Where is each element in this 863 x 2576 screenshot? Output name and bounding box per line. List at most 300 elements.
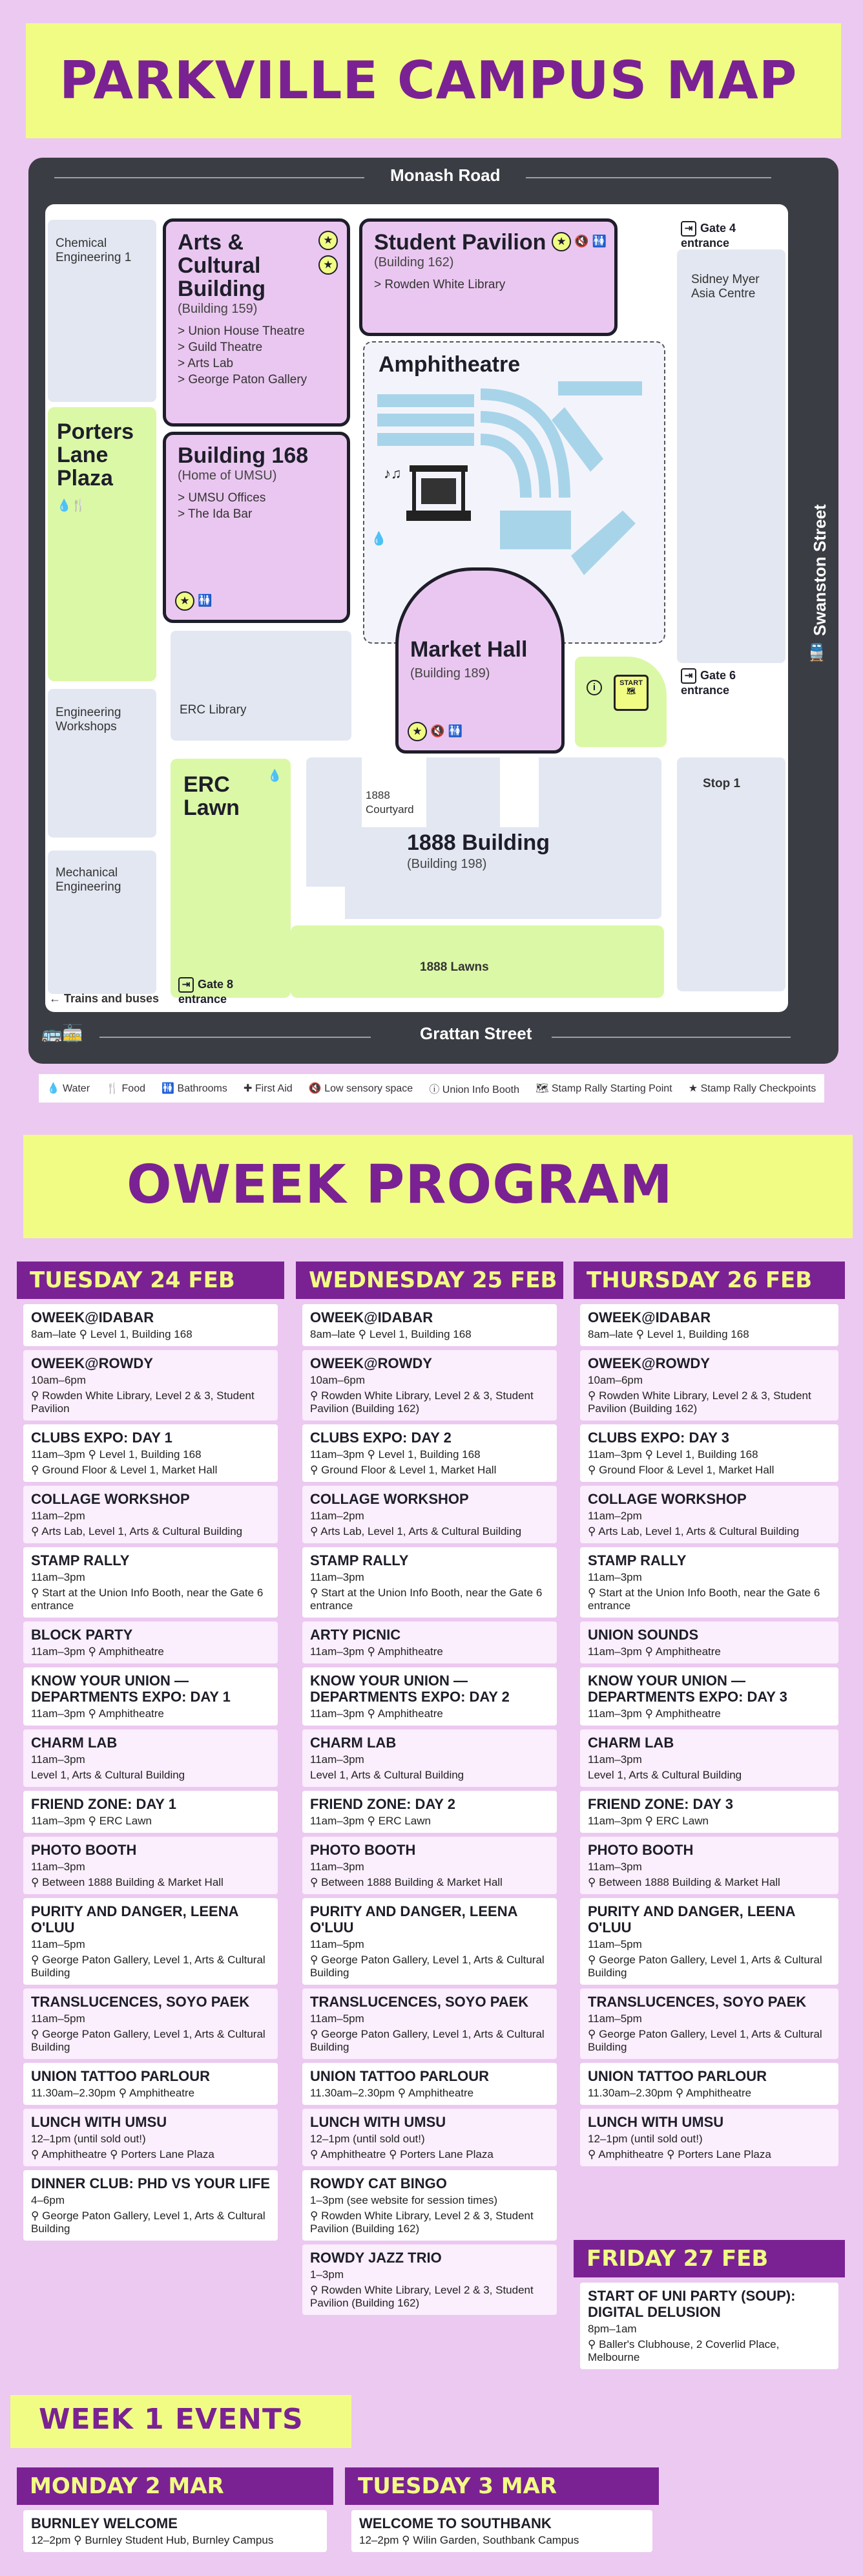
label: Market Hall <box>410 637 528 662</box>
event-title: CHARM LAB <box>588 1735 674 1751</box>
event-title: BLOCK PARTY <box>31 1627 133 1643</box>
low-sensory-icon: 🔇 <box>430 724 445 737</box>
event-detail: ⚲ Start at the Union Info Booth, near the Gate 6 entrance <box>31 1587 264 1612</box>
event-detail: 11am–5pm <box>588 2012 642 2025</box>
star-icon: ★ <box>318 231 338 250</box>
event-detail: Level 1, Arts & Cultural Building <box>588 1769 742 1781</box>
svg-text:💧: 💧 <box>371 532 387 546</box>
event-detail: ⚲ Ground Floor & Level 1, Market Hall <box>310 1464 497 1476</box>
event-title: KNOW YOUR UNION — DEPARTMENTS EXPO: DAY 1 <box>31 1673 231 1705</box>
event-detail: 8am–late ⚲ Level 1, Building 168 <box>310 1328 472 1340</box>
legend-label: First Aid <box>255 1083 293 1094</box>
event-card <box>302 1989 557 2059</box>
event-detail: 12–2pm ⚲ Wilin Garden, Southbank Campus <box>359 2534 579 2546</box>
event-title: COLLAGE WORKSHOP <box>31 1491 190 1507</box>
event-detail: ⚲ George Paton Gallery, Level 1, Arts & Cultural Building <box>310 1954 545 1979</box>
label: Student Pavilion <box>374 230 546 255</box>
courtyard-gap <box>500 756 539 827</box>
stage-icon <box>406 465 471 521</box>
gate-icon: ⇥ <box>681 221 696 237</box>
event-title: LUNCH WITH UMSU <box>310 2114 446 2130</box>
event-detail: 10am–6pm <box>588 1374 643 1386</box>
event-card <box>302 1350 557 1420</box>
event-title: FRIEND ZONE: DAY 1 <box>31 1796 176 1812</box>
day-header: WEDNESDAY 25 FEB <box>296 1262 563 1299</box>
event-detail: ⚲ Rowden White Library, Level 2 & 3, Student Pavilion (Building 162) <box>588 1389 811 1415</box>
event-detail: 11.30am–2.30pm ⚲ Amphitheatre <box>588 2087 752 2099</box>
event-detail: ⚲ George Paton Gallery, Level 1, Arts & Cultural Building <box>31 2028 265 2053</box>
event-card <box>23 1729 278 1787</box>
event-card <box>23 1304 278 1346</box>
event-detail: 11am–3pm <box>588 1753 642 1766</box>
day-header: TUESDAY 24 FEB <box>17 1262 284 1299</box>
event-detail: ⚲ Between 1888 Building & Market Hall <box>588 1876 780 1888</box>
event-card <box>580 1350 838 1420</box>
building-168 <box>163 432 350 623</box>
gate-4[interactable] <box>681 221 784 249</box>
event-detail: 11am–3pm ⚲ ERC Lawn <box>310 1815 431 1827</box>
event-detail: 11.30am–2.30pm ⚲ Amphitheatre <box>31 2087 195 2099</box>
bus-icon: 🚌🚋 <box>41 1024 83 1043</box>
event-card <box>580 1486 838 1543</box>
legend-label: Food <box>121 1083 145 1094</box>
label: Amphitheatre <box>379 352 521 377</box>
event-detail: ⚲ Arts Lab, Level 1, Arts & Cultural Building <box>310 1525 522 1537</box>
label: Gate 8 entrance <box>178 977 234 1006</box>
event-title: PURITY AND DANGER, LEENA O'LUU <box>588 1903 795 1936</box>
event-detail: 11am–3pm <box>31 1861 85 1873</box>
event-card <box>23 2510 327 2552</box>
bathroom-icon: 🚻 <box>198 594 213 607</box>
event-card <box>302 1621 557 1663</box>
event-detail: 11am–3pm ⚲ Amphitheatre <box>588 1645 721 1658</box>
event-detail: 11am–3pm ⚲ Level 1, Building 168 <box>310 1448 481 1461</box>
event-detail: 11am–3pm ⚲ ERC Lawn <box>588 1815 709 1827</box>
road-swanston: Swanston Street <box>810 504 829 636</box>
day-column <box>580 2283 838 2373</box>
label: 1888 Building <box>407 830 550 855</box>
water-food-icons: 💧🍴 <box>57 499 86 512</box>
bathroom-icon: 🚻 <box>592 235 607 248</box>
event-detail: ⚲ Amphitheatre ⚲ Porters Lane Plaza <box>588 2148 771 2160</box>
event-card <box>302 2063 557 2105</box>
event-card <box>23 1989 278 2059</box>
legend-item <box>47 1082 90 1095</box>
event-detail: 11am–3pm ⚲ Level 1, Building 168 <box>588 1448 758 1461</box>
event-title: COLLAGE WORKSHOP <box>588 1491 747 1507</box>
event-detail: 11am–3pm ⚲ Amphitheatre <box>588 1707 721 1720</box>
label: ERC Library <box>180 703 247 717</box>
event-card <box>580 1424 838 1482</box>
event-title: OWEEK@IDABAR <box>588 1309 711 1325</box>
day-column <box>302 1304 557 2319</box>
legend-icon: ⓘ <box>429 1084 442 1095</box>
event-card <box>580 1729 838 1787</box>
event-card <box>23 1621 278 1663</box>
event-detail: 11am–3pm ⚲ Amphitheatre <box>310 1707 443 1720</box>
day-column <box>351 2510 652 2556</box>
event-title: KNOW YOUR UNION — DEPARTMENTS EXPO: DAY 2 <box>310 1673 510 1705</box>
event-detail: 11am–3pm <box>588 1571 642 1583</box>
building-market-hall <box>395 567 565 754</box>
event-card <box>23 2109 278 2166</box>
stamp-rally-start-badge[interactable]: START 🗺 <box>614 675 649 711</box>
event-detail: 11am–3pm <box>310 1753 364 1766</box>
legend-item <box>429 1081 519 1096</box>
event-detail: 11am–3pm <box>31 1571 85 1583</box>
event-title: ARTY PICNIC <box>310 1627 401 1643</box>
label: START <box>619 679 643 687</box>
event-detail: ⚲ Rowden White Library, Level 2 & 3, Student Pavilion (Building 162) <box>310 2284 534 2309</box>
legend-label: Low sensory space <box>324 1083 413 1094</box>
event-title: OWEEK@IDABAR <box>310 1309 433 1325</box>
event-title: ROWDY CAT BINGO <box>310 2175 447 2191</box>
event-detail: 12–1pm (until sold out!) <box>310 2133 425 2145</box>
label: Sidney Myer Asia Centre <box>691 273 760 301</box>
1888-lawns <box>291 925 664 998</box>
star-icon: ★ <box>175 591 194 611</box>
label: Porters Lane Plaza <box>57 419 134 491</box>
event-card <box>302 1547 557 1618</box>
event-card <box>302 2109 557 2166</box>
label: ERC Lawn <box>183 772 240 820</box>
event-title: TRANSLUCENCES, SOYO PAEK <box>310 1994 529 2010</box>
legend-label: Union Info Booth <box>442 1084 519 1095</box>
event-card <box>580 1837 838 1894</box>
building-arts <box>163 218 350 427</box>
event-detail: 12–2pm ⚲ Burnley Student Hub, Burnley Campus <box>31 2534 274 2546</box>
svg-text:♪♫: ♪♫ <box>384 465 402 481</box>
event-detail: 11am–5pm <box>310 1938 364 1950</box>
gate-icon: ⇥ <box>178 977 194 993</box>
event-card <box>580 1791 838 1833</box>
label: (Building 162) <box>374 255 454 269</box>
label: (Home of UMSU) <box>178 469 277 483</box>
day-column <box>580 1304 838 2170</box>
event-card <box>302 1304 557 1346</box>
label: Building 168 <box>178 443 309 468</box>
event-title: PHOTO BOOTH <box>31 1842 137 1858</box>
event-title: FRIEND ZONE: DAY 2 <box>310 1796 455 1812</box>
event-title: PURITY AND DANGER, LEENA O'LUU <box>310 1903 517 1936</box>
event-detail: 11am–5pm <box>310 2012 364 2025</box>
event-title: CLUBS EXPO: DAY 3 <box>588 1430 729 1446</box>
building-list-item: > Arts Lab <box>178 357 234 370</box>
map-legend <box>39 1074 824 1103</box>
event-detail: 11am–3pm <box>588 1861 642 1873</box>
label: Stop 1 <box>703 777 741 790</box>
event-card <box>23 2063 278 2105</box>
b168-list <box>178 490 335 522</box>
event-detail: ⚲ Rowden White Library, Level 2 & 3, Student Pavilion <box>31 1389 255 1415</box>
legend-label: Stamp Rally Starting Point <box>551 1083 672 1094</box>
event-title: STAMP RALLY <box>310 1552 409 1568</box>
event-title: STAMP RALLY <box>31 1552 130 1568</box>
event-detail: 8pm–1am <box>588 2323 637 2335</box>
event-detail: ⚲ George Paton Gallery, Level 1, Arts & Cultural Building <box>31 2210 265 2235</box>
gate-6[interactable] <box>681 668 784 697</box>
event-card <box>580 1304 838 1346</box>
event-detail: ⚲ Ground Floor & Level 1, Market Hall <box>31 1464 218 1476</box>
event-title: OWEEK@ROWDY <box>31 1355 153 1371</box>
label: Gate 4 entrance <box>681 221 736 249</box>
event-card <box>580 1621 838 1663</box>
map-area <box>45 204 788 1012</box>
building-list-item: > Guild Theatre <box>178 341 263 354</box>
day-header: MONDAY 2 MAR <box>17 2467 333 2505</box>
legend-label: Bathrooms <box>177 1083 227 1094</box>
event-detail: 12–1pm (until sold out!) <box>31 2133 146 2145</box>
label: Gate 6 entrance <box>681 668 736 697</box>
event-card <box>23 2170 278 2241</box>
event-title: PURITY AND DANGER, LEENA O'LUU <box>31 1903 238 1936</box>
event-card <box>580 2063 838 2105</box>
event-card <box>23 1350 278 1420</box>
event-title: OWEEK@ROWDY <box>588 1355 710 1371</box>
event-card <box>580 1898 838 1985</box>
event-title: KNOW YOUR UNION — DEPARTMENTS EXPO: DAY 3 <box>588 1673 787 1705</box>
arts-list <box>178 323 335 388</box>
event-detail: 11am–2pm <box>588 1510 642 1522</box>
event-title: START OF UNI PARTY (SOUP): DIGITAL DELUSION <box>588 2288 796 2320</box>
event-title: TRANSLUCENCES, SOYO PAEK <box>588 1994 807 2010</box>
union-info-lawn <box>575 657 667 747</box>
event-detail: ⚲ Ground Floor & Level 1, Market Hall <box>588 1464 775 1476</box>
gate-icon: ⇥ <box>681 668 696 684</box>
event-detail: 11am–3pm ⚲ ERC Lawn <box>31 1815 152 1827</box>
event-detail: 11am–3pm ⚲ Amphitheatre <box>310 1645 443 1658</box>
building-1888 <box>306 757 661 919</box>
legend-icon: 🍴 <box>106 1083 122 1094</box>
stop-1 <box>677 757 785 991</box>
event-title: FRIEND ZONE: DAY 3 <box>588 1796 733 1812</box>
day-header: TUESDAY 3 MAR <box>345 2467 659 2505</box>
event-title: PHOTO BOOTH <box>588 1842 694 1858</box>
building-erc-library <box>171 631 351 741</box>
event-title: UNION TATTOO PARLOUR <box>310 2068 490 2084</box>
page-title: PARKVILLE CAMPUS MAP <box>59 50 798 111</box>
label: Trains and buses <box>64 992 160 1005</box>
event-card <box>23 1898 278 1985</box>
event-detail: ⚲ Amphitheatre ⚲ Porters Lane Plaza <box>31 2148 214 2160</box>
event-detail: 11am–5pm <box>31 1938 85 1950</box>
road-grattan: Grattan Street <box>420 1024 532 1043</box>
building-list-item: > The Ida Bar <box>178 507 253 521</box>
event-card <box>302 2170 557 2241</box>
event-card <box>23 1837 278 1894</box>
legend-label: Stamp Rally Checkpoints <box>700 1083 816 1094</box>
event-detail: 11am–3pm ⚲ Amphitheatre <box>31 1645 164 1658</box>
event-detail: ⚲ Between 1888 Building & Market Hall <box>31 1876 224 1888</box>
event-card <box>23 1547 278 1618</box>
event-title: TRANSLUCENCES, SOYO PAEK <box>31 1994 250 2010</box>
event-card <box>580 1547 838 1618</box>
label: 1888 Courtyard <box>366 789 414 816</box>
day-header: FRIDAY 27 FEB <box>574 2240 845 2277</box>
event-card <box>580 2109 838 2166</box>
event-card <box>302 1667 557 1726</box>
event-detail: 1–3pm <box>310 2268 344 2281</box>
road-monash: Monash Road <box>390 165 501 185</box>
label: 1888 Lawns <box>420 960 489 974</box>
event-card <box>23 1667 278 1726</box>
event-title: CLUBS EXPO: DAY 2 <box>310 1430 452 1446</box>
event-title: OWEEK@ROWDY <box>310 1355 432 1371</box>
event-title: CHARM LAB <box>310 1735 397 1751</box>
event-title: LUNCH WITH UMSU <box>31 2114 167 2130</box>
event-title: CLUBS EXPO: DAY 1 <box>31 1430 172 1446</box>
road-line <box>54 177 364 178</box>
event-detail: ⚲ Rowden White Library, Level 2 & 3, Student Pavilion (Building 162) <box>310 1389 534 1415</box>
label: (Building 159) <box>178 302 258 316</box>
event-card <box>302 1791 557 1833</box>
event-detail: ⚲ Between 1888 Building & Market Hall <box>310 1876 503 1888</box>
event-card <box>302 1837 557 1894</box>
building-eng-workshops <box>48 689 156 838</box>
event-detail: 10am–6pm <box>310 1374 366 1386</box>
event-card <box>302 1898 557 1985</box>
road-line <box>526 177 771 178</box>
trains-buses-link[interactable]: ← Trains and buses <box>49 992 160 1005</box>
event-card <box>580 1989 838 2059</box>
event-title: UNION TATTOO PARLOUR <box>588 2068 767 2084</box>
legend-item <box>535 1082 672 1095</box>
event-title: UNION TATTOO PARLOUR <box>31 2068 211 2084</box>
event-title: UNION SOUNDS <box>588 1627 699 1643</box>
event-detail: 11am–5pm <box>31 2012 85 2025</box>
building-list-item: > UMSU Offices <box>178 491 266 505</box>
legend-item <box>309 1082 413 1095</box>
star-icon: ★ <box>552 232 571 251</box>
program-title: OWEEK PROGRAM <box>127 1154 673 1216</box>
event-detail: 8am–late ⚲ Level 1, Building 168 <box>31 1328 192 1340</box>
day-column <box>23 2510 327 2556</box>
event-title: ROWDY JAZZ TRIO <box>310 2250 442 2266</box>
event-title: DINNER CLUB: PHD VS YOUR LIFE <box>31 2175 270 2191</box>
event-detail: 11am–2pm <box>310 1510 364 1522</box>
label: Mechanical Engineering <box>56 866 121 894</box>
legend-icon: 🚻 <box>161 1083 178 1094</box>
event-detail: 11am–3pm ⚲ Amphitheatre <box>31 1707 164 1720</box>
event-detail: ⚲ Rowden White Library, Level 2 & 3, Student Pavilion (Building 162) <box>310 2210 534 2235</box>
porters-lane-plaza <box>48 407 156 681</box>
building-list-item: > George Paton Gallery <box>178 373 307 386</box>
label: (Building 198) <box>407 857 487 871</box>
event-detail: 10am–6pm <box>31 1374 87 1386</box>
legend-label: Water <box>62 1083 90 1094</box>
label: Arts & Cultural Building <box>178 230 265 301</box>
gap <box>306 887 345 920</box>
gate-8[interactable] <box>178 977 282 1006</box>
event-detail: Level 1, Arts & Cultural Building <box>31 1769 185 1781</box>
day-column <box>23 1304 278 2244</box>
low-sensory-icon: 🔇 <box>574 235 589 248</box>
legend-icon: ✚ <box>244 1083 255 1094</box>
event-title: COLLAGE WORKSHOP <box>310 1491 469 1507</box>
event-detail: ⚲ Baller's Clubhouse, 2 Coverlid Place, Melbourne <box>588 2338 780 2363</box>
event-detail: ⚲ Arts Lab, Level 1, Arts & Cultural Building <box>588 1525 800 1537</box>
event-detail: 11am–5pm <box>588 1938 642 1950</box>
train-icon: 🚆 <box>806 642 827 662</box>
event-detail: 4–6pm <box>31 2194 65 2206</box>
event-detail: 1–3pm (see website for session times) <box>310 2194 498 2206</box>
legend-icon: 🔇 <box>308 1083 325 1094</box>
event-title: OWEEK@IDABAR <box>31 1309 154 1325</box>
legend-item <box>244 1082 293 1095</box>
event-detail: ⚲ George Paton Gallery, Level 1, Arts & Cultural Building <box>588 2028 822 2053</box>
event-card <box>302 1486 557 1543</box>
event-detail: 12–1pm (until sold out!) <box>588 2133 703 2145</box>
event-title: CHARM LAB <box>31 1735 118 1751</box>
label: (Building 189) <box>410 666 490 681</box>
legend-item <box>106 1082 145 1095</box>
building-list-item: > Rowden White Library <box>374 278 506 291</box>
road-line <box>99 1037 371 1038</box>
building-list-item: > Union House Theatre <box>178 324 305 338</box>
event-card <box>580 1667 838 1726</box>
building-pavilion <box>359 218 618 336</box>
event-detail: Level 1, Arts & Cultural Building <box>310 1769 464 1781</box>
label: Chemical Engineering 1 <box>56 237 132 264</box>
road-line <box>552 1037 791 1038</box>
event-card <box>23 1424 278 1482</box>
building-chemical <box>48 220 156 402</box>
event-detail: ⚲ George Paton Gallery, Level 1, Arts & Cultural Building <box>310 2028 545 2053</box>
star-icon: ★ <box>318 255 338 275</box>
event-detail: ⚲ Amphitheatre ⚲ Porters Lane Plaza <box>310 2148 494 2160</box>
label: Engineering Workshops <box>56 706 121 734</box>
event-card <box>302 1424 557 1482</box>
bathroom-icon: 🚻 <box>448 724 463 737</box>
legend-icon: 💧 <box>47 1083 63 1094</box>
event-detail: ⚲ Start at the Union Info Booth, near the Gate 6 entrance <box>310 1587 543 1612</box>
event-detail: 11am–3pm <box>31 1753 85 1766</box>
campus-map <box>28 158 838 1064</box>
building-mech <box>48 850 156 994</box>
event-title: LUNCH WITH UMSU <box>588 2114 724 2130</box>
event-detail: ⚲ Arts Lab, Level 1, Arts & Cultural Building <box>31 1525 243 1537</box>
legend-icon: 🗺 <box>535 1083 552 1094</box>
union-info-booth-icon[interactable]: i <box>587 680 602 695</box>
legend-item <box>161 1082 227 1095</box>
event-title: BURNLEY WELCOME <box>31 2515 178 2531</box>
event-card <box>23 1486 278 1543</box>
pavilion-list <box>374 277 603 293</box>
event-detail: 11am–3pm <box>310 1571 364 1583</box>
event-card <box>23 1791 278 1833</box>
legend-item <box>689 1082 816 1095</box>
event-detail: ⚲ Start at the Union Info Booth, near the Gate 6 entrance <box>588 1587 820 1612</box>
legend-icon: ★ <box>688 1083 701 1094</box>
event-title: WELCOME TO SOUTHBANK <box>359 2515 552 2531</box>
event-detail: 8am–late ⚲ Level 1, Building 168 <box>588 1328 749 1340</box>
erc-lawn <box>171 759 291 998</box>
event-card <box>302 1729 557 1787</box>
week1-title: WEEK 1 EVENTS <box>39 2403 304 2436</box>
day-header: THURSDAY 26 FEB <box>574 1262 845 1299</box>
event-title: PHOTO BOOTH <box>310 1842 416 1858</box>
event-detail: ⚲ George Paton Gallery, Level 1, Arts & Cultural Building <box>31 1954 265 1979</box>
water-icon: 💧 <box>267 769 282 782</box>
event-card <box>580 2283 838 2369</box>
event-card <box>351 2510 652 2552</box>
event-card <box>302 2244 557 2315</box>
building-sidney <box>677 249 785 663</box>
event-detail: 11am–3pm <box>310 1861 364 1873</box>
star-icon: ★ <box>408 722 427 741</box>
event-detail: ⚲ George Paton Gallery, Level 1, Arts & Cultural Building <box>588 1954 822 1979</box>
event-detail: 11.30am–2.30pm ⚲ Amphitheatre <box>310 2087 474 2099</box>
